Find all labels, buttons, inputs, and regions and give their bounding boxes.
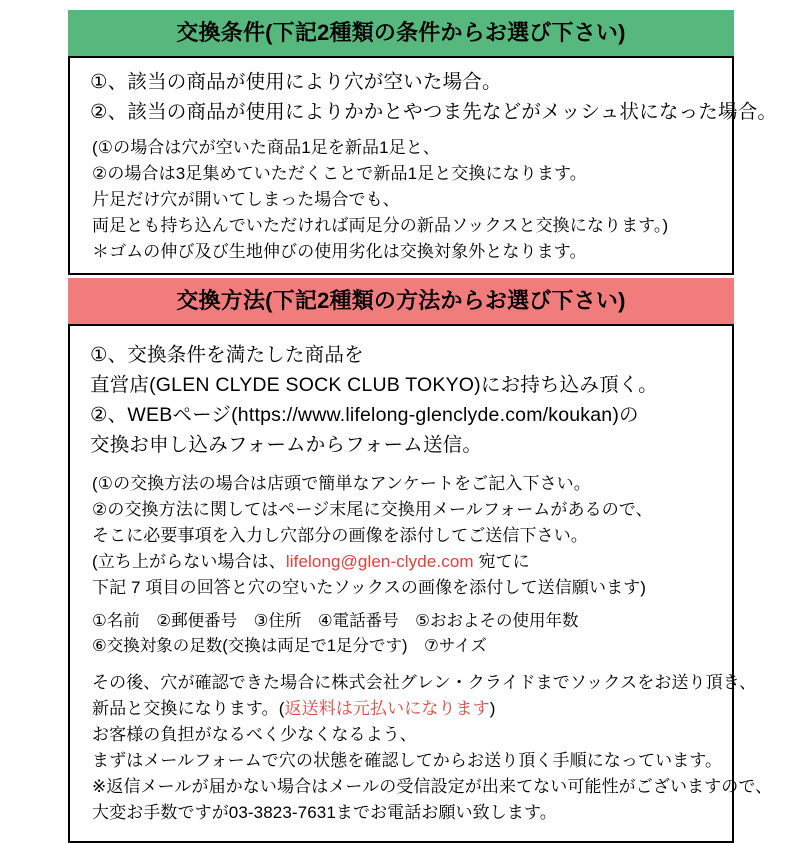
section-header-exchange-method: 交換方法(下記2種類の方法からお選び下さい) (68, 278, 734, 324)
method-note-3: そこに必要事項を入力し穴部分の画像を添付してご送信下さい。 (92, 526, 588, 545)
shipping-fee-highlight: 返送料は元払いになります (284, 699, 490, 718)
exchange-policy-document (68, 10, 778, 843)
method-note-email-line (70, 549, 732, 575)
required-items-line-1: ①名前 ②郵便番号 ③住所 ④電話番号 ⑤おおよその使用年数 (92, 612, 579, 630)
spacer (70, 127, 732, 135)
condition-note-5: ＊ゴムの伸び及び生地伸びの使用劣化は交換対象外となります。 (92, 242, 587, 261)
email-line-prefix: (立ち上がらない場合は、 (92, 552, 286, 571)
closing-note-2: お客様の負担がなるべく少なくなるよう、 (92, 725, 417, 744)
shipping-note-suffix: ) (489, 699, 496, 718)
support-email-address[interactable]: lifelong@glen-clyde.com (285, 552, 474, 571)
shipping-note-prefix: 新品と交換になります。( (92, 699, 285, 718)
required-items-line-2: ⑥交換対象の足数(交換は両足で1足分です) ⑦サイズ (92, 637, 487, 655)
method-note-2: ②の交換方法に関してはページ末尾に交換用メールフォームがあるので、 (92, 500, 653, 519)
method-item-1-line-2: 直営店(GLEN CLYDE SOCK CLUB TOKYO)にお持ち込み頂く。 (90, 374, 658, 396)
section-header-exchange-conditions: 交換条件(下記2種類の条件からお選び下さい) (68, 10, 734, 56)
method-item-2-line-2: 交換お申し込みフォームからフォーム送信。 (90, 434, 483, 456)
closing-note-3: まずはメールフォームで穴の状態を確認してからお送り頂く手順になっています。 (92, 751, 723, 770)
method-item-1-line-1: ①、交換条件を満たした商品を (90, 344, 364, 366)
closing-note-phone: 大変お手数ですが03-3823-7631までお電話お願い致します。 (92, 803, 557, 822)
spacer (70, 826, 732, 831)
condition-item-1: ①、該当の商品が使用により穴が空いた場合。 (90, 71, 502, 93)
condition-item-2: ②、該当の商品が使用によりかかとやつま先などがメッシュ状になった場合。 (90, 101, 778, 123)
condition-note-3: 片足だけ穴が開いてしまった場合でも、 (92, 190, 400, 209)
closing-note-4: ※返信メールが届かない場合はメールの受信設定が出来てない可能性がございますので、 (92, 777, 773, 796)
shipping-fee-note (70, 696, 732, 722)
condition-note-1: (①の場合は穴が空いた商品1足を新品1足と、 (92, 138, 441, 157)
spacer (70, 460, 732, 471)
method-note-1: (①の交換方法の場合は店頭で簡単なアンケートをご記入下さい。 (92, 474, 591, 493)
section-body-exchange-method (68, 324, 773, 843)
condition-note-2: ②の場合は3足集めていただくことで新品1足と交換になります。 (92, 164, 587, 183)
spacer (70, 601, 732, 609)
condition-note-4: 両足とも持ち込んでいただければ両足分の新品ソックスと交換になります。) (92, 216, 669, 235)
method-item-2-line-1: ②、WEBページ(https://www.lifelong-glenclyde.com/koukan)の (90, 404, 639, 426)
method-note-4: 下記 7 項目の回答と穴の空いたソックスの画像を添付して送信願います) (92, 578, 647, 597)
closing-note-1: その後、穴が確認できた場合に株式会社グレン・クライドまでソックスをお送り頂き、 (92, 673, 757, 692)
spacer (70, 659, 732, 670)
email-line-suffix: 宛てに (473, 552, 530, 571)
section-body-exchange-conditions (68, 56, 778, 275)
